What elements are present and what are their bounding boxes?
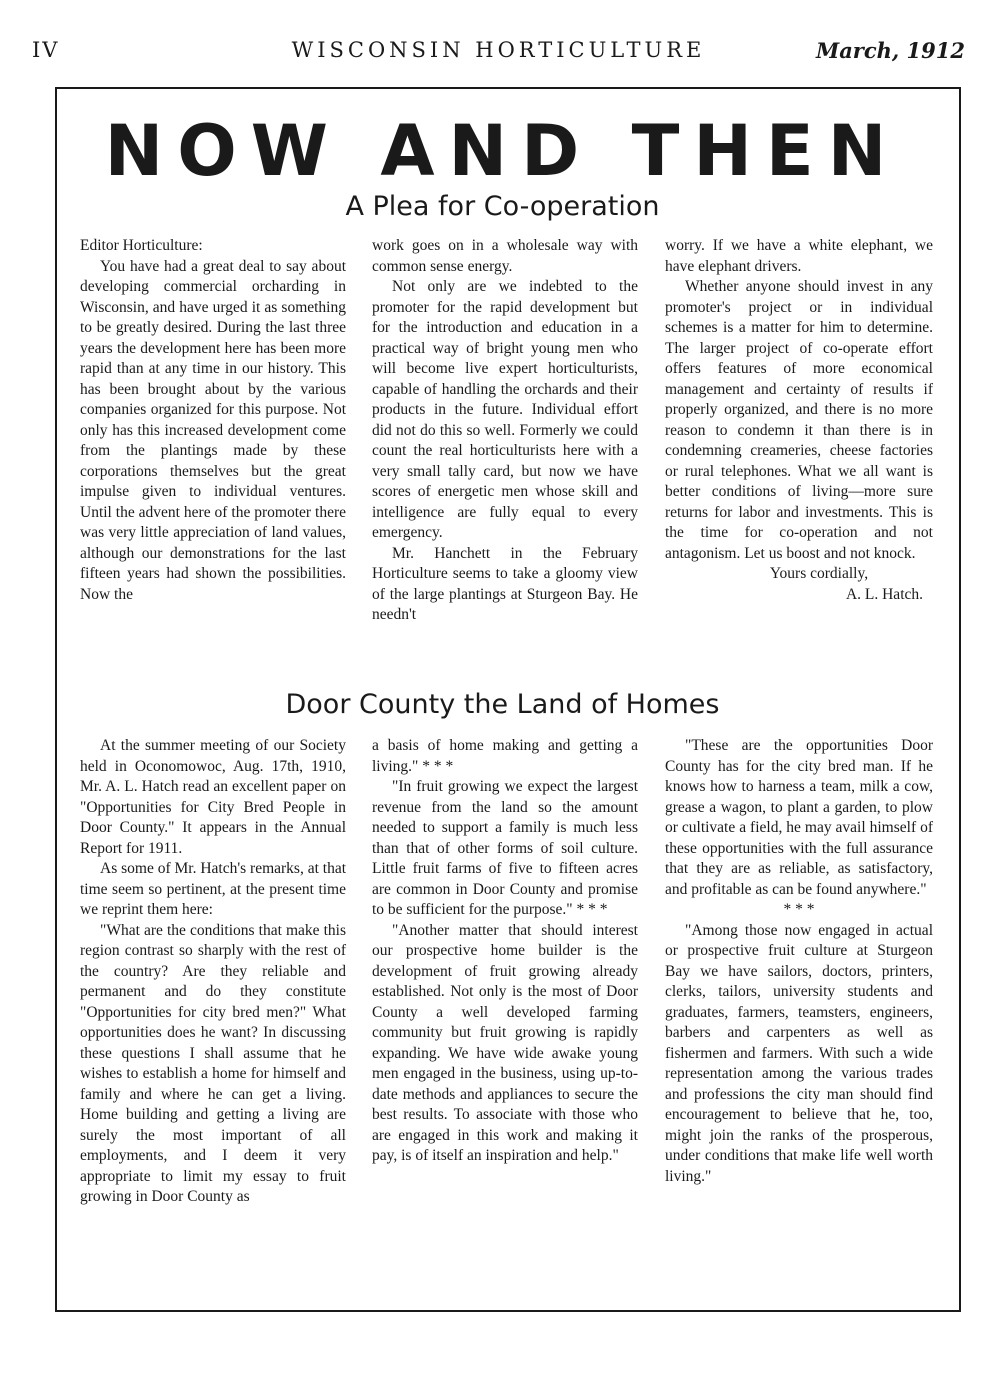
article2-column-3: [665, 736, 933, 1187]
article2-column-2: [372, 736, 638, 1167]
signature: A. L. Hatch.: [845, 585, 923, 603]
paragraph: "These are the opportunities Door County has for the city bred man. If he knows how to harness a team, milk a cow, grease a wagon, to plant a garden, to plow or cultivate a field, he may avail himself of these opportunities with the full assurance that they are as reliable, as satisfactory, and profitable as can be found anywhere.": [665, 737, 933, 898]
paragraph: "Another matter that should interest our prospective home builder is the development of fruit growing already established. Not only is the most of Door County a well developed farming community but fruit growing is rapidly expanding. We have wide awake young men engaged in the business, using up-to-date methods and appliances to secure the best results. To associate with those who are engaged in this work and making it pay, is of itself an inspiration and help.": [372, 921, 638, 1164]
section-break: * * *: [783, 901, 815, 918]
page-number: IV: [32, 38, 60, 62]
article-title-door-county: Door County the Land of Homes: [285, 689, 720, 720]
paragraph: You have had a great deal to say about developing commercial orcharding in Wisconsin, and have urged it as something to be greatly desired. During the last three years the development here has been more rapid than at any time in our history. This has been brought about by the various companies organized for this purpose. Not only has this increased development come from the plantings made by these corporations themselves but the great impulse given to individual ventures. Until the advent here of the promoter there was very little appreciation of land values, although our demonstrations for the last fifteen years had shown the possibilities. Now the: [80, 257, 346, 603]
paragraph: "Among those now engaged in actual or prospective fruit culture at Sturgeon Bay we have sailors, doctors, printers, clerks, tailors, university students and graduates, farmers, teamsters, engineers, barbers and carpenters as well as fishermen and farmers. With such a wide representation among the various trades and professions the city man should find encouragement to believe that he, too, might join the ranks of the prosperous, under conditions that make life well worth living.": [665, 921, 933, 1185]
paragraph: "In fruit growing we expect the largest revenue from the land so the amount needed to support a family is much less than that of other forms of soil culture. Little fruit farms of five to fifteen acres are common in Door County and promise to be sufficient for the purpose." * * *: [372, 778, 638, 918]
paragraph: As some of Mr. Hatch's remarks, at that time seem so pertinent, at the present time we reprint them here:: [80, 860, 347, 918]
paragraph: work goes on in a wholesale way with common sense energy.: [372, 237, 638, 275]
article1-column-1: [80, 236, 346, 605]
salutation: Editor Horticulture:: [80, 237, 203, 254]
paragraph: At the summer meeting of our Society held in Oconomowoc, Aug. 17th, 1910, Mr. A. L. Hatch read an excellent paper on "Opportunities for City Bred People in Door County." It appears in the Annual Report for 1911.: [80, 737, 346, 857]
paragraph: Whether anyone should invest in any promoter's project or in individual schemes is a matter for him to determine. The larger project of co-operate effort offers features of more economical management and certainty of results if properly organized, and there is no more reason to condemn it than there is in condemning creameries, cheese factories or rural telephones. What we all want is better conditions of living—more sure returns for labor and investments. This is the time for co-operation and not antagonism. Let us boost and not knock.: [665, 278, 933, 562]
issue-date: March, 1912: [815, 38, 965, 63]
article-subtitle: A Plea for Co-operation: [345, 191, 660, 222]
article2-column-1: [80, 736, 346, 1208]
paragraph: worry. If we have a white elephant, we have elephant drivers.: [665, 237, 933, 275]
paragraph: Not only are we indebted to the promoter for the rapid development but for the introduction and education in a practical way of bright young men who will become live expert horticulturists, capable of handling the orchards and their products in the future. Individual effort did not do this so well. Formerly we could count the real horticulturists here with a very small tally card, but now we have scores of energetic men whose skill and intelligence are fully equal to every emergency.: [372, 278, 638, 541]
paragraph: Mr. Hanchett in the February Horticulture seems to take a gloomy view of the large plantings at Sturgeon Bay. He needn't: [372, 544, 638, 623]
running-header: [32, 38, 965, 68]
article-title-now-and-then: NOW AND THEN: [104, 110, 901, 192]
paragraph: a basis of home making and getting a living." * * *: [372, 737, 638, 775]
closing: Yours cordially,: [769, 565, 869, 582]
article1-column-3: [665, 236, 933, 605]
publication-title: WISCONSIN HORTICULTURE: [291, 38, 706, 62]
paragraph: "What are the conditions that make this region contrast so sharply with the rest of the country? Are they reliable and permanent and do they constitute "Opportunities for city bred men?" What opportunities does he want? In discussing these questions I shall assume that he wishes to establish a home for himself and family and where he can get a living. Home building and getting a living are surely the most important of all employments, and I deem it very appropriate to limit my essay to fruit growing in Door County as: [80, 921, 346, 1205]
article1-column-2: [372, 236, 638, 626]
